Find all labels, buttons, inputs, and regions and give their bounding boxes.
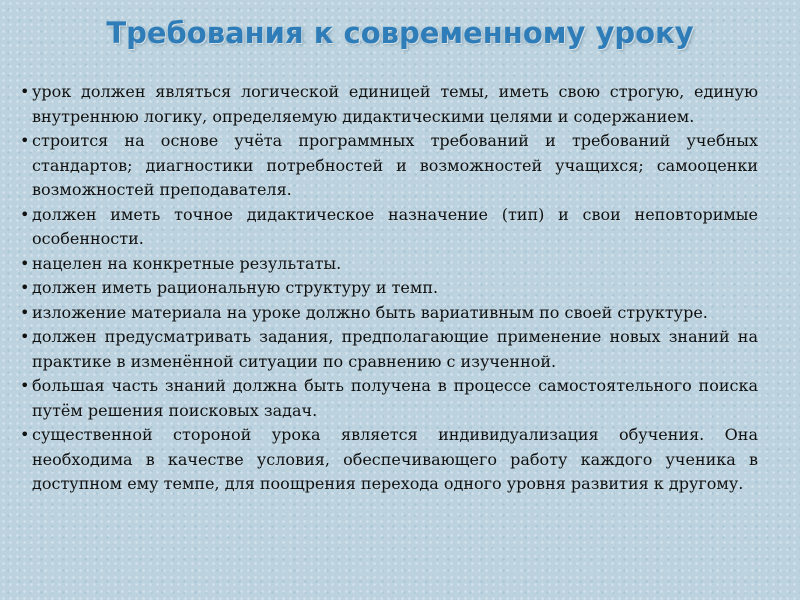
bullet-icon: • xyxy=(20,302,30,322)
slide-title: Требования к современному уроку xyxy=(106,16,694,50)
list-item-text: существенной стороной урока является индивидуализация обучения. Она необходима в качестве условия, обеспечивающего работу каждого ученика в доступном ему темпе, для поощрения перехода одного уровня развития к другому. xyxy=(32,425,758,493)
list-item xyxy=(20,301,758,326)
list-item-text: должен иметь точное дидактическое назначение (тип) и свои неповторимые особенности. xyxy=(32,204,758,248)
list-item xyxy=(20,80,758,129)
bullet-icon: • xyxy=(20,376,30,395)
list-item xyxy=(20,252,758,277)
list-item xyxy=(20,276,758,301)
list-item-text: должен предусматривать задания, предполагающие применение новых знаний на практике в изменённой ситуации по сравнению с изученной. xyxy=(32,327,758,371)
list-item-text: строится на основе учёта программных требований и требований учебных стандартов; диагностики потребностей и возможностей учащихся; самооценки возможностей преподавателя. xyxy=(32,131,758,199)
bullet-icon: • xyxy=(20,278,30,297)
list-item-text: урок должен являться логической единицей темы, иметь свою строгую, единую внутреннюю логику, определяемую дидактическими целями и содержанием. xyxy=(32,82,758,126)
list-item xyxy=(20,374,758,423)
bullet-icon: • xyxy=(20,82,30,101)
list-item-text: большая часть знаний должна быть получена в процессе самостоятельного поиска путём решения поисковых задач. xyxy=(32,376,758,420)
bullet-icon: • xyxy=(20,327,30,346)
list-item xyxy=(20,203,758,252)
bullet-icon: • xyxy=(20,131,30,150)
list-item xyxy=(20,325,758,374)
list-item-text: нацелен на конкретные результаты. xyxy=(32,253,342,273)
list-item-text: должен иметь рациональную структуру и темп. xyxy=(32,278,439,297)
requirements-list xyxy=(20,80,758,497)
list-item xyxy=(20,423,758,497)
bullet-icon: • xyxy=(20,253,30,273)
list-item-text: изложение материала на уроке должно быть вариативным по своей структуре. xyxy=(32,302,708,322)
bullet-icon: • xyxy=(20,204,30,224)
bullet-icon: • xyxy=(20,425,30,444)
list-item xyxy=(20,129,758,203)
